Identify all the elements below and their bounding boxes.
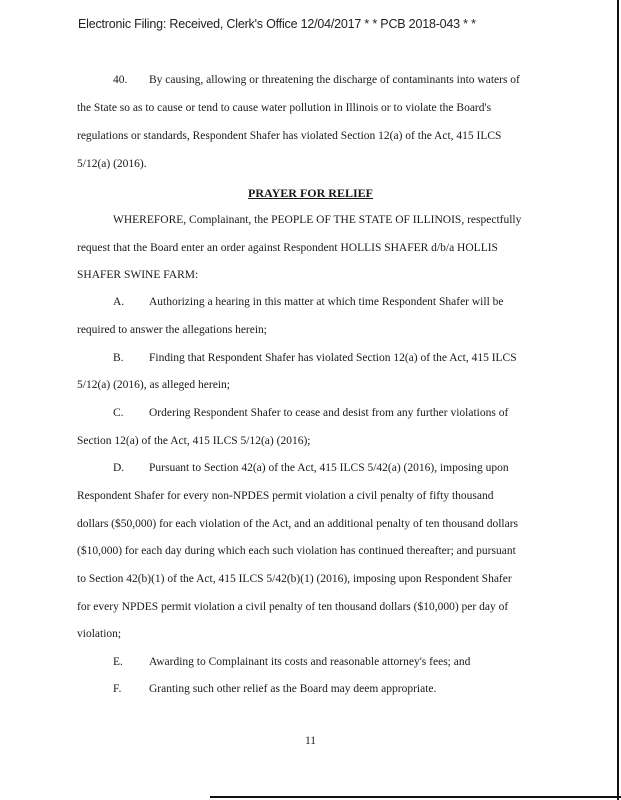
item-d-label: D. xyxy=(113,462,125,474)
wherefore-line: SHAFER SWINE FARM: xyxy=(77,269,199,281)
item-b-line: Finding that Respondent Shafer has violated Section 12(a) of the Act, 415 ILCS xyxy=(149,352,517,364)
item-b-label: B. xyxy=(113,352,124,364)
item-e-label: E. xyxy=(113,656,123,668)
item-b-line: 5/12(a) (2016), as alleged herein; xyxy=(77,379,230,391)
para40-line: 5/12(a) (2016). xyxy=(77,158,147,170)
filing-header: Electronic Filing: Received, Clerk's Office 12/04/2017 * * PCB 2018-043 * * xyxy=(78,17,476,31)
item-e-line: Awarding to Complainant its costs and reasonable attorney's fees; and xyxy=(149,656,471,668)
item-a-label: A. xyxy=(113,296,125,308)
item-c-line: Ordering Respondent Shafer to cease and desist from any further violations of xyxy=(149,407,509,419)
prayer-heading: PRAYER FOR RELIEF xyxy=(248,186,373,200)
item-f-label: F. xyxy=(113,683,122,695)
page-number: 11 xyxy=(304,735,317,747)
item-c-line: Section 12(a) of the Act, 415 ILCS 5/12(a) (2016); xyxy=(77,435,311,447)
item-d-line: dollars ($50,000) for each violation of the Act, and an additional penalty of ten thousand dollars xyxy=(77,518,519,530)
item-d-line: Respondent Shafer for every non-NPDES permit violation a civil penalty of fifty thousand xyxy=(77,490,494,502)
wherefore-line: request that the Board enter an order against Respondent HOLLIS SHAFER d/b/a HOLLIS xyxy=(77,242,498,254)
item-f-line: Granting such other relief as the Board may deem appropriate. xyxy=(149,683,437,695)
para40-line: regulations or standards, Respondent Shafer has violated Section 12(a) of the Act, 415 ILCS xyxy=(77,130,502,142)
para40-line: the State so as to cause or tend to cause water pollution in Illinois or to violate the Board's xyxy=(77,102,492,114)
item-d-line: for every NPDES permit violation a civil penalty of ten thousand dollars ($10,000) per day of xyxy=(77,601,509,613)
item-d-line: ($10,000) for each day during which each such violation has continued thereafter; and pursuant xyxy=(77,545,516,557)
page-edge-bottom xyxy=(210,796,621,798)
item-a-line: required to answer the allegations herein; xyxy=(77,324,267,336)
item-d-line: violation; xyxy=(77,628,122,640)
page-edge-right xyxy=(617,0,619,800)
item-d-line: Pursuant to Section 42(a) of the Act, 415 ILCS 5/42(a) (2016), imposing upon xyxy=(149,462,509,474)
item-d-line: to Section 42(b)(1) of the Act, 415 ILCS 5/42(b)(1) (2016), imposing upon Respondent Shafer xyxy=(77,573,512,585)
wherefore-line: WHEREFORE, Complainant, the PEOPLE OF THE STATE OF ILLINOIS, respectfully xyxy=(113,214,522,226)
item-a-line: Authorizing a hearing in this matter at which time Respondent Shafer will be xyxy=(149,296,504,308)
para40-number: 40. xyxy=(113,74,128,86)
item-c-label: C. xyxy=(113,407,124,419)
para40-line: By causing, allowing or threatening the discharge of contaminants into waters of xyxy=(149,74,520,86)
